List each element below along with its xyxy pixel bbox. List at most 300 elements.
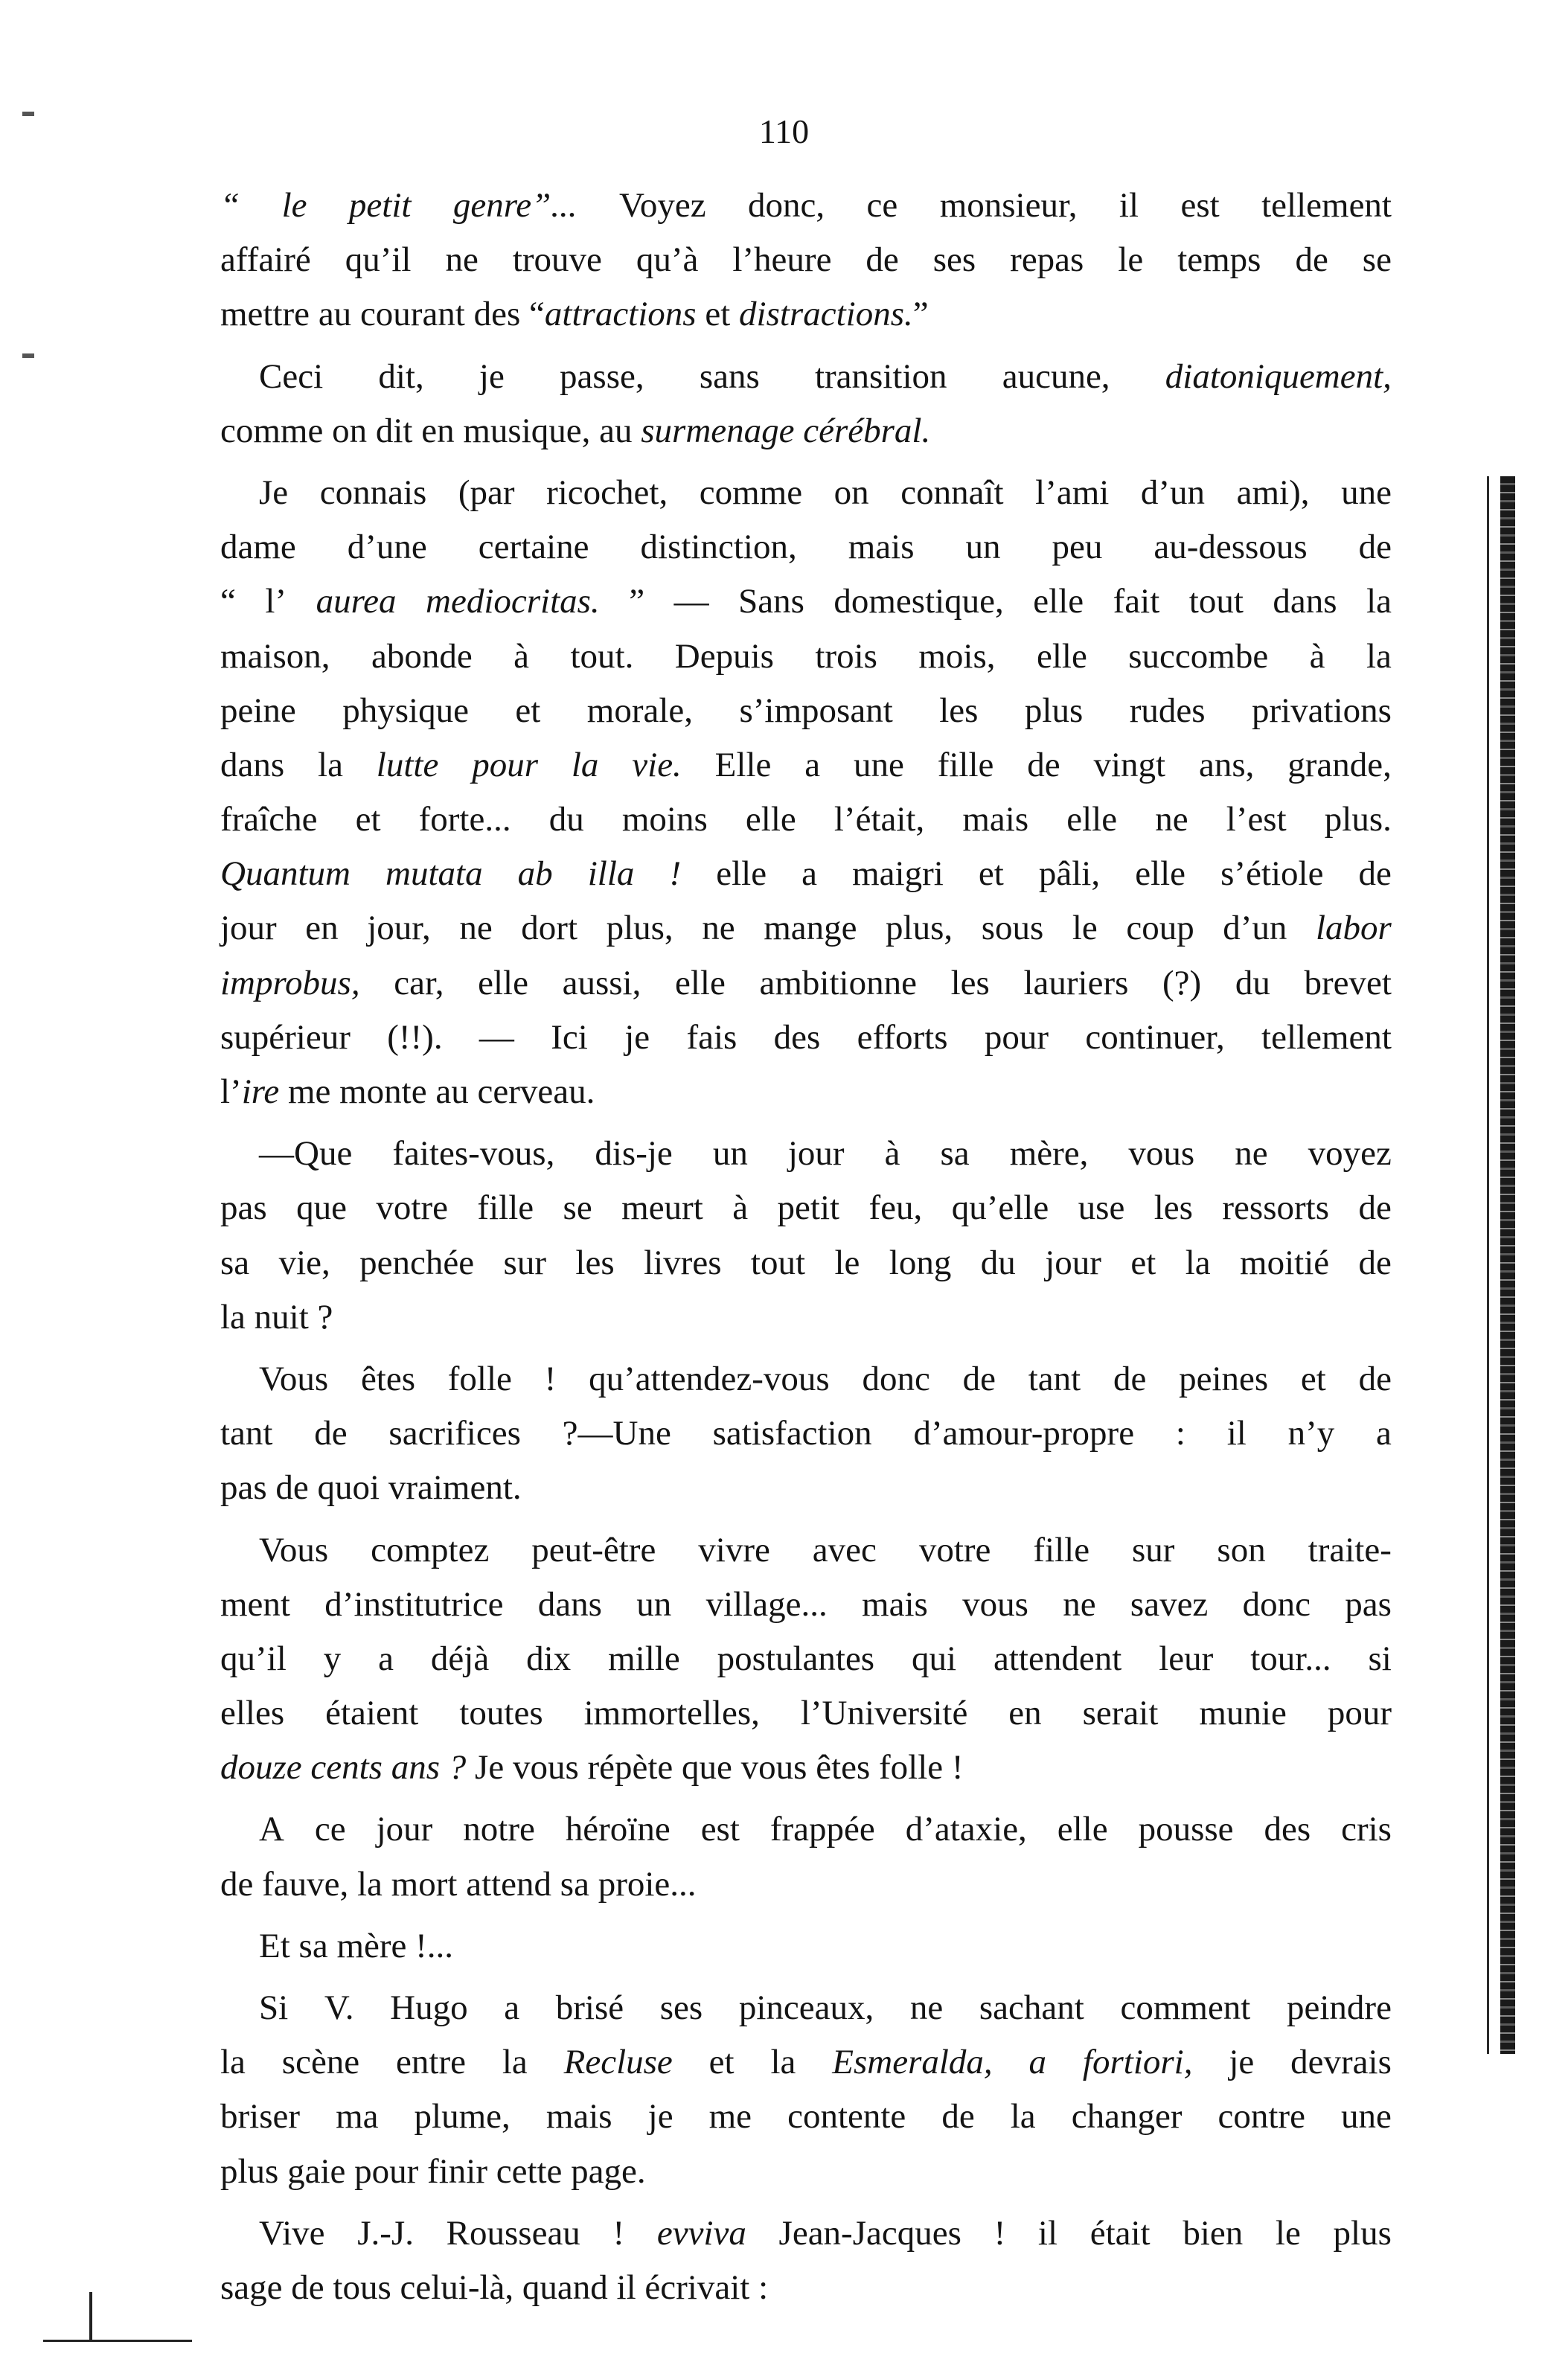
word: repas xyxy=(1010,240,1084,280)
word: et xyxy=(1300,1359,1326,1398)
word: V. xyxy=(324,1988,354,2027)
word: monte xyxy=(339,1072,427,1111)
word: a xyxy=(1376,1414,1392,1453)
word: Vive xyxy=(259,2213,325,2253)
word: brisé xyxy=(555,1988,624,2027)
word: peut-être xyxy=(531,1530,656,1569)
word: attendent xyxy=(993,1639,1122,1678)
word: il xyxy=(1037,2213,1058,2253)
word: : xyxy=(758,2267,769,2307)
word: la xyxy=(1010,2097,1036,2137)
word: qu’elle xyxy=(951,1188,1049,1228)
word: et xyxy=(515,691,541,730)
word: passe, xyxy=(560,356,644,396)
text-line xyxy=(220,287,1392,342)
word: y xyxy=(323,1639,342,1678)
word: coup xyxy=(1126,909,1194,948)
word: des xyxy=(1264,1810,1311,1849)
word: une xyxy=(853,745,904,784)
word: était xyxy=(1089,2213,1151,2253)
word: d’un xyxy=(1140,473,1206,512)
paragraph-gap xyxy=(220,342,1392,350)
word: comptez xyxy=(371,1530,490,1569)
word: aucune, xyxy=(1002,356,1110,396)
word: plus xyxy=(1333,2213,1392,2253)
word: grande, xyxy=(1287,745,1392,784)
word: l’ xyxy=(265,582,287,621)
word: postulantes xyxy=(717,1639,875,1678)
word: fille xyxy=(477,1188,534,1228)
word: plus, xyxy=(886,909,953,948)
space xyxy=(406,1919,415,1974)
word: sachant xyxy=(979,1988,1084,2027)
word: vous xyxy=(1128,1134,1195,1174)
word: supérieur xyxy=(220,1017,351,1057)
word: au xyxy=(435,1072,469,1111)
space xyxy=(636,2261,645,2315)
word: à xyxy=(732,1188,749,1228)
word: physique xyxy=(342,691,469,730)
word: je xyxy=(624,1017,650,1057)
word: Vous xyxy=(259,1359,329,1398)
word: de xyxy=(941,2097,975,2137)
word: d’un xyxy=(1223,909,1287,948)
space xyxy=(469,1065,478,1119)
word: en xyxy=(305,909,339,948)
word: sacrifices xyxy=(388,1414,521,1453)
word: du xyxy=(548,800,584,839)
word: ne xyxy=(459,909,493,948)
space xyxy=(279,1065,288,1119)
word: plus xyxy=(220,2151,279,2191)
word: J.-J. xyxy=(357,2213,414,2253)
word: du xyxy=(980,1243,1016,1282)
paragraph-gap xyxy=(220,1516,1392,1523)
space xyxy=(330,1065,339,1119)
word: Si xyxy=(259,1988,289,2027)
space xyxy=(309,1461,318,1515)
word: ne xyxy=(1235,1134,1268,1174)
word: que xyxy=(296,1188,347,1228)
text-line xyxy=(220,233,1392,287)
word: tout xyxy=(750,1243,806,1282)
italic-word: Esmeralda, xyxy=(832,2043,993,2082)
word: proie... xyxy=(598,1864,697,1904)
word: distinction, xyxy=(640,528,797,567)
word: de xyxy=(291,2267,324,2307)
word: êtes xyxy=(360,1359,416,1398)
word: si xyxy=(1368,1639,1392,1678)
word: penchée xyxy=(359,1243,475,1282)
text-line xyxy=(220,630,1392,684)
word: ses xyxy=(659,1988,703,2027)
word: la xyxy=(1185,1243,1211,1282)
word: elles xyxy=(220,1694,285,1733)
word: une xyxy=(1340,2097,1392,2137)
space xyxy=(697,287,705,342)
word: un xyxy=(712,1134,748,1174)
text-line xyxy=(220,1290,1392,1345)
word: de xyxy=(1027,745,1060,784)
word: à xyxy=(513,636,530,676)
word: me xyxy=(287,1072,331,1111)
space xyxy=(504,1741,513,1795)
word: plus, xyxy=(606,909,673,948)
word: succombe xyxy=(1128,636,1269,676)
word: ressorts xyxy=(1222,1188,1329,1228)
word: pinceaux, xyxy=(738,1988,874,2027)
text-line xyxy=(220,1578,1392,1632)
word: les xyxy=(939,691,979,730)
word: affairé xyxy=(220,240,311,280)
margin-speck xyxy=(22,353,34,358)
text-line xyxy=(220,793,1392,847)
space xyxy=(383,1741,391,1795)
space xyxy=(633,404,641,458)
word: — xyxy=(673,582,709,621)
word: mère, xyxy=(1009,1134,1089,1174)
text-line xyxy=(220,684,1392,738)
binding-edge-line xyxy=(1487,476,1489,2054)
word: un xyxy=(636,1584,672,1624)
word: dix xyxy=(526,1639,572,1678)
word: moins xyxy=(621,800,708,839)
word: de xyxy=(1358,854,1392,894)
space xyxy=(730,287,739,342)
italic-word: la xyxy=(571,745,599,784)
word: (par xyxy=(458,473,515,512)
word: mettre xyxy=(220,295,310,334)
word: qu’il xyxy=(345,240,412,280)
word: leur xyxy=(1159,1639,1214,1678)
word: livres xyxy=(644,1243,722,1282)
word: ne xyxy=(1155,800,1188,839)
space xyxy=(551,1857,560,1912)
word: serait xyxy=(1082,1694,1159,1733)
word: son xyxy=(1217,1530,1266,1569)
word: monsieur, xyxy=(939,186,1078,225)
italic-word: douze xyxy=(220,1748,302,1787)
word: cette xyxy=(496,2151,563,2191)
corner-mark xyxy=(43,2314,192,2342)
word: l’était, xyxy=(833,800,925,839)
word: sans xyxy=(699,356,760,396)
italic-word: surmenage xyxy=(641,411,795,450)
word: Ceci xyxy=(259,356,324,396)
word: village... xyxy=(705,1584,828,1624)
word: ” xyxy=(629,582,645,621)
word: le xyxy=(834,1243,860,1282)
space xyxy=(302,1741,311,1795)
word: elle xyxy=(1033,582,1084,621)
word: abonde xyxy=(371,636,473,676)
word: d’institutrice xyxy=(324,1584,504,1624)
word: dort xyxy=(521,909,578,948)
space xyxy=(391,2261,400,2315)
paragraph-gap xyxy=(220,1345,1392,1352)
text-line xyxy=(220,2035,1392,2090)
word: Je xyxy=(259,473,289,512)
space xyxy=(324,2261,333,2315)
word: ” xyxy=(912,295,929,334)
word: bien xyxy=(1183,2213,1244,2253)
word: la xyxy=(220,1297,246,1337)
space xyxy=(732,1741,741,1795)
word: trois xyxy=(815,636,877,676)
word: fait xyxy=(1113,582,1160,621)
word: vous xyxy=(740,1748,807,1787)
word: jour xyxy=(376,1810,433,1849)
word: tellement xyxy=(1261,1017,1392,1057)
word: ment xyxy=(220,1584,290,1624)
space xyxy=(367,404,376,458)
text-line xyxy=(220,179,1392,233)
word: me xyxy=(708,2097,752,2137)
word: munie xyxy=(1199,1694,1287,1733)
space xyxy=(673,1741,682,1795)
word: lauriers xyxy=(1023,963,1129,1002)
word: Elle xyxy=(714,745,772,784)
text-line xyxy=(220,1127,1392,1181)
word: cris xyxy=(1341,1810,1392,1849)
text-line xyxy=(220,404,1392,458)
word: savez xyxy=(1130,1584,1209,1624)
space xyxy=(589,1857,598,1912)
space xyxy=(412,404,421,458)
text-line xyxy=(220,1919,1392,1974)
word: d’une xyxy=(347,528,427,567)
word: dit xyxy=(375,411,413,450)
word: mais xyxy=(862,1584,928,1624)
word: s’étiole xyxy=(1220,854,1324,894)
italic-word: Recluse xyxy=(563,2043,673,2082)
word: Et xyxy=(259,1926,290,1965)
text-line xyxy=(220,2206,1392,2261)
word: un xyxy=(965,528,1001,567)
word: ! xyxy=(993,2213,1006,2253)
word: fais xyxy=(686,1017,737,1057)
italic-word: ab xyxy=(517,854,553,894)
binding-edge xyxy=(1500,476,1515,2054)
word: dans xyxy=(537,1584,602,1624)
paragraph-gap xyxy=(220,1912,1392,1919)
text-line xyxy=(220,1632,1392,1686)
word: de xyxy=(314,1414,348,1453)
word: gaie xyxy=(287,2151,346,2191)
word: Hugo xyxy=(390,1988,468,2027)
word: à xyxy=(884,1134,900,1174)
text-line xyxy=(220,1802,1392,1857)
word: mille xyxy=(608,1639,680,1678)
italic-word: le xyxy=(281,186,307,225)
word: pas xyxy=(220,1188,267,1228)
word: fauve, xyxy=(262,1864,349,1904)
word: quand xyxy=(522,2267,608,2307)
italic-word: ! xyxy=(669,854,682,894)
word: tant xyxy=(1028,1359,1081,1398)
space xyxy=(465,287,474,342)
word: dans xyxy=(220,745,285,784)
word: connais xyxy=(319,473,427,512)
word: nuit xyxy=(254,1297,309,1337)
word: ne xyxy=(445,240,479,280)
word: pour xyxy=(984,1017,1049,1057)
word: scène xyxy=(281,2043,360,2082)
word: en xyxy=(1008,1694,1042,1733)
word: l’ami xyxy=(1035,473,1110,512)
word: se xyxy=(1362,240,1392,280)
space xyxy=(290,1919,299,1974)
word: ans, xyxy=(1198,745,1255,784)
word: de xyxy=(275,1468,309,1508)
word: et xyxy=(355,800,381,839)
word: ambitionne xyxy=(759,963,917,1002)
paragraph-gap xyxy=(220,2199,1392,2206)
word: sa xyxy=(560,1864,589,1904)
paragraph-gap xyxy=(220,1795,1392,1802)
word: Je xyxy=(475,1748,505,1787)
word: finir xyxy=(427,2151,487,2191)
word: ce xyxy=(866,186,898,225)
word: je xyxy=(647,2097,673,2137)
word: a xyxy=(801,854,818,894)
word: immortelles, xyxy=(583,1694,760,1733)
word: a xyxy=(804,745,821,784)
italic-word: aurea xyxy=(316,582,397,621)
word: elle xyxy=(1066,800,1118,839)
text-line xyxy=(220,1011,1392,1065)
word: —Que xyxy=(259,1134,353,1174)
word: jour xyxy=(787,1134,845,1174)
word: d’ataxie, xyxy=(905,1810,1027,1849)
word: pour xyxy=(1327,1694,1392,1733)
space xyxy=(380,1461,388,1515)
word: il xyxy=(616,2267,636,2307)
word: d’amour-propre xyxy=(913,1414,1135,1453)
word: qu’attendez-vous xyxy=(589,1359,830,1398)
word: !... xyxy=(415,1926,454,1965)
italic-word: improbus, xyxy=(220,963,360,1002)
paragraph-gap xyxy=(220,1974,1392,1981)
italic-word: Quantum xyxy=(220,854,351,894)
word: de xyxy=(962,1359,996,1398)
word: Ici xyxy=(551,1017,588,1057)
word: trouve xyxy=(512,240,602,280)
word: qu’à xyxy=(636,240,699,280)
text-line xyxy=(220,1236,1392,1290)
space xyxy=(253,1857,262,1912)
word: plume, xyxy=(414,2097,511,2137)
word: s’imposant xyxy=(739,691,893,730)
word: efforts xyxy=(857,1017,948,1057)
word: donc xyxy=(862,1359,930,1398)
word: de xyxy=(865,240,899,280)
word: contente xyxy=(787,2097,906,2137)
italic-word: fortiori, xyxy=(1082,2043,1193,2082)
italic-word: evviva xyxy=(656,2213,746,2253)
word: de xyxy=(1295,240,1328,280)
space xyxy=(562,2145,571,2199)
space xyxy=(749,2261,758,2315)
word: Depuis xyxy=(674,636,774,676)
text-line xyxy=(220,956,1392,1011)
italic-word: “ xyxy=(220,186,240,225)
space xyxy=(466,1741,475,1795)
word: je xyxy=(1229,2043,1255,2082)
word: et xyxy=(708,2043,735,2082)
word: fille xyxy=(1033,1530,1090,1569)
word: dis-je xyxy=(595,1134,673,1174)
text-line xyxy=(220,1981,1392,2035)
word: — xyxy=(479,1017,514,1057)
word: pas xyxy=(1345,1584,1392,1624)
word: au xyxy=(318,295,352,334)
word: notre xyxy=(463,1810,535,1849)
text-line xyxy=(220,847,1392,901)
word: elle xyxy=(478,963,528,1002)
word: et xyxy=(978,854,1004,894)
space xyxy=(267,1461,276,1515)
space xyxy=(418,2145,427,2199)
word: au xyxy=(599,411,633,450)
word: sur xyxy=(1132,1530,1175,1569)
word: héroïne xyxy=(565,1810,671,1849)
word: je xyxy=(479,356,505,396)
word: du xyxy=(1235,963,1270,1002)
word: tout xyxy=(1188,582,1244,621)
word: Sans xyxy=(738,582,804,621)
word: il xyxy=(1226,1414,1247,1453)
word: privations xyxy=(1251,691,1392,730)
italic-word: pour xyxy=(472,745,538,784)
word: la xyxy=(1366,636,1392,676)
word: est xyxy=(1180,186,1220,225)
text-line xyxy=(220,1406,1392,1461)
word: use xyxy=(1078,1188,1125,1228)
space xyxy=(440,1741,449,1795)
word: des xyxy=(473,295,521,334)
italic-word: distractions. xyxy=(739,295,913,334)
word: la xyxy=(502,2043,528,2082)
word: “ xyxy=(529,295,545,334)
space xyxy=(807,1741,816,1795)
word: ne xyxy=(1063,1584,1096,1624)
italic-word: ire xyxy=(241,1072,280,1111)
text-line xyxy=(220,2145,1392,2199)
word: jour xyxy=(1045,1243,1101,1282)
word: elle xyxy=(1057,1810,1108,1849)
word: quoi xyxy=(317,1468,380,1508)
word: sa xyxy=(298,1926,328,1965)
word: plus. xyxy=(1324,800,1392,839)
word: ne xyxy=(909,1988,944,2027)
text-line xyxy=(220,520,1392,575)
paragraph-gap xyxy=(220,1119,1392,1127)
word: traite- xyxy=(1308,1530,1392,1569)
text-line xyxy=(220,575,1392,629)
italic-word: mediocritas. xyxy=(426,582,600,621)
space xyxy=(345,2145,354,2199)
italic-word: cérébral. xyxy=(803,411,931,450)
word: jour, xyxy=(367,909,431,948)
word: vie, xyxy=(278,1243,330,1282)
space xyxy=(870,1741,879,1795)
word: vous xyxy=(512,1748,579,1787)
word: dans xyxy=(1273,582,1337,621)
word: étaient xyxy=(325,1694,419,1733)
word: qu’il xyxy=(220,1639,287,1678)
word: pour xyxy=(354,2151,419,2191)
